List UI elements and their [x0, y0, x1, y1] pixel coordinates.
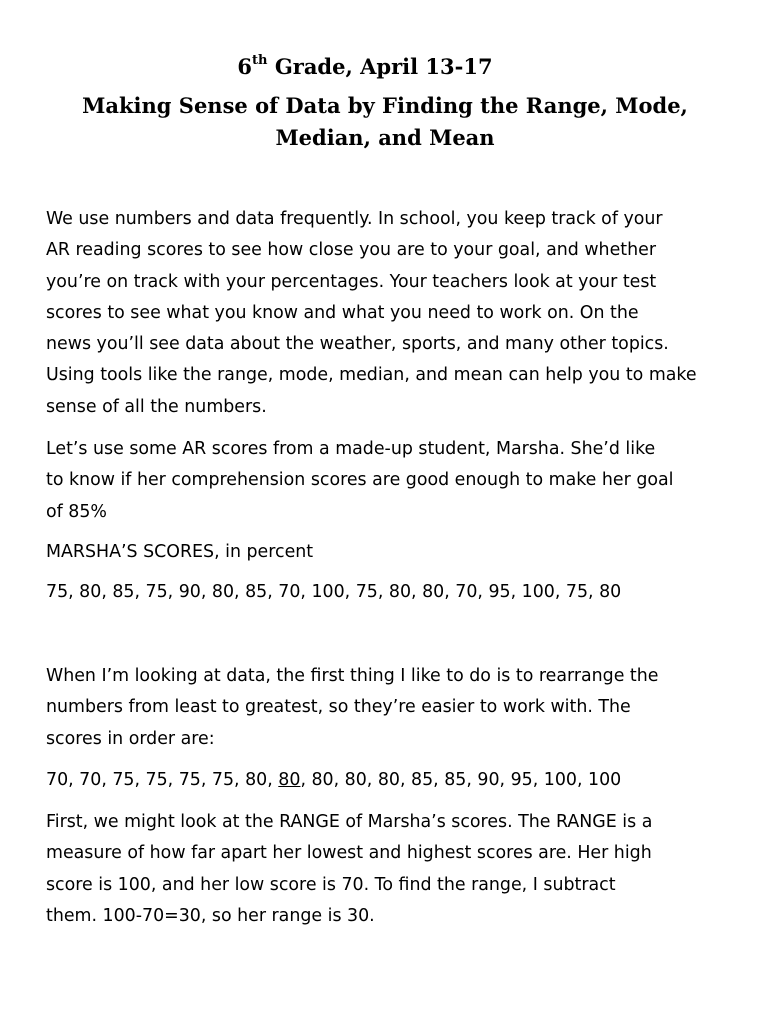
scores-heading: MARSHA’S SCORES, in percent: [46, 542, 314, 562]
paragraph-line: scores to see what you know and what you need to work on. On the: [46, 302, 639, 323]
subtitle-line: Median, and Mean: [275, 125, 495, 150]
paragraph-line: Let’s use some AR scores from a made-up student, Marsha. She’d like: [46, 439, 656, 459]
title-grade-text: Grade, April 13-17: [267, 54, 493, 79]
median-score: 80: [278, 770, 301, 790]
title-grade-number: 6: [237, 54, 253, 79]
title-grade-suffix: th: [252, 53, 268, 68]
paragraph-line: AR reading scores to see how close you are to your goal, and whether: [46, 240, 656, 261]
document-subtitle: [40, 90, 730, 154]
paragraph-line: sense of all the numbers.: [46, 396, 267, 417]
paragraph-line: measure of how far apart her lowest and highest scores are. Her high: [46, 843, 652, 864]
paragraph-line: to know if her comprehension scores are good enough to make her goal: [46, 470, 674, 491]
range-paragraph: [46, 807, 736, 932]
paragraph-line: We use numbers and data frequently. In school, you keep track of your: [46, 209, 663, 229]
paragraph-line: When I’m looking at data, the first thing I like to do is to rearrange the: [46, 666, 659, 686]
paragraph-line: you’re on track with your percentages. Your teachers look at your test: [46, 271, 657, 292]
paragraph-line: score is 100, and her low score is 70. To find the range, I subtract: [46, 874, 616, 895]
ordered-scores-list: [46, 765, 736, 796]
paragraph-line: news you’ll see data about the weather, sports, and many other topics.: [46, 334, 669, 355]
document-title: [0, 48, 730, 82]
subtitle-line: Making Sense of Data by Finding the Range, Mode,: [82, 93, 688, 118]
paragraph-line: of 85%: [46, 501, 107, 522]
paragraph-line: numbers from least to greatest, so they’re easier to work with. The: [46, 697, 631, 718]
rearrange-paragraph: [46, 661, 736, 755]
paragraph-line: scores in order are:: [46, 728, 215, 749]
intro-paragraph: [46, 204, 736, 423]
paragraph-line: First, we might look at the RANGE of Marsha’s scores. The RANGE is a: [46, 812, 653, 832]
scores-list: 75, 80, 85, 75, 90, 80, 85, 70, 100, 75, 80, 80, 70, 95, 100, 75, 80: [46, 582, 622, 602]
paragraph-line: Using tools like the range, mode, median, and mean can help you to make: [46, 365, 697, 386]
ordered-scores-start: 70, 70, 75, 75, 75, 75, 80,: [46, 770, 279, 790]
marsha-paragraph: [46, 434, 736, 528]
paragraph-line: them. 100-70=30, so her range is 30.: [46, 905, 375, 926]
ordered-scores-end: , 80, 80, 80, 85, 85, 90, 95, 100, 100: [300, 770, 622, 790]
